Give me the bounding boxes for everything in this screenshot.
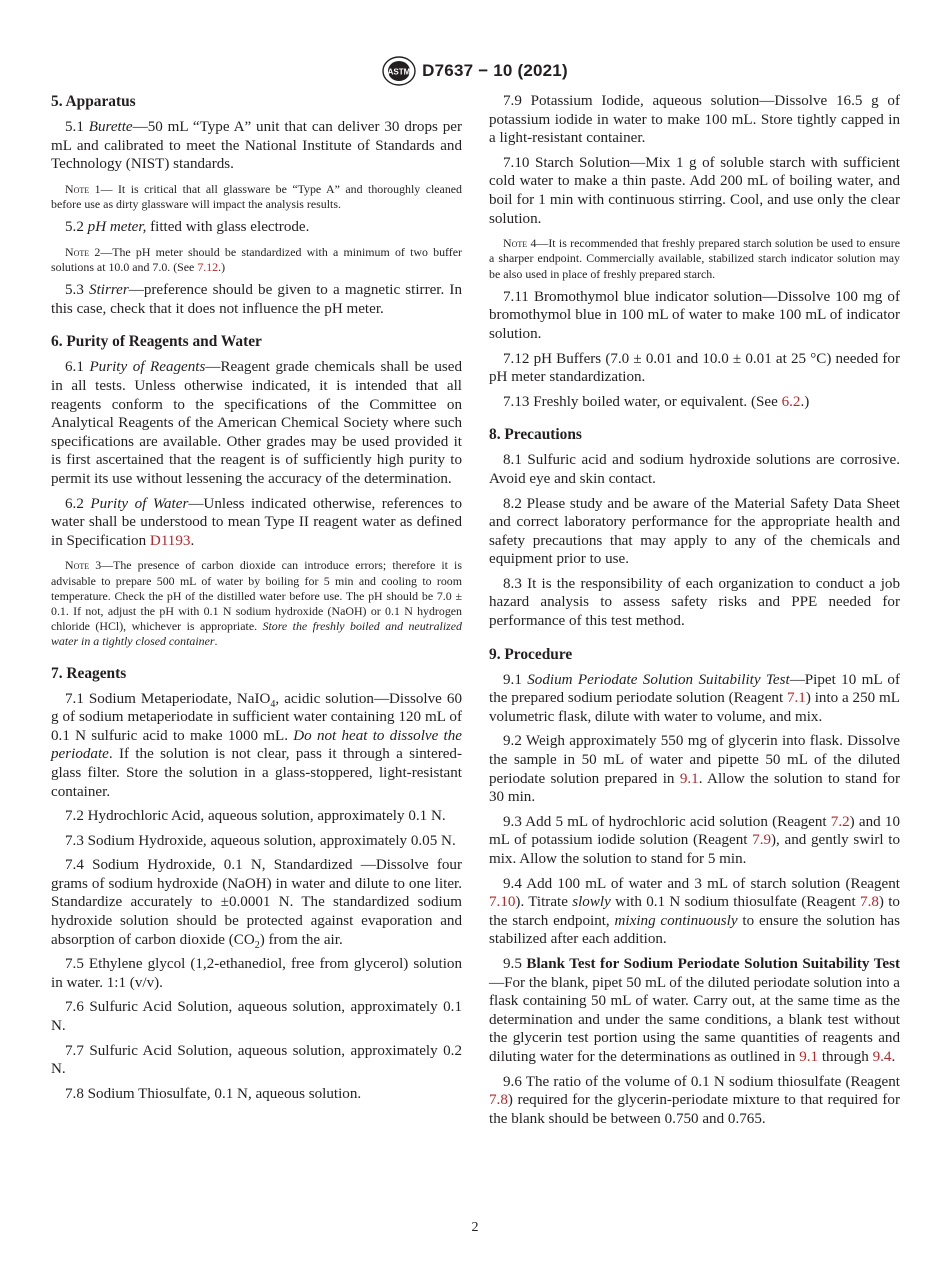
para-7-7: 7.7 Sulfuric Acid Solution, aqueous solution, approximately 0.2 N. — [51, 1042, 462, 1078]
para-7-10: 7.10 Starch Solution—Mix 1 g of soluble starch with sufficient cold water to make a thin paste. Add 200 mL of boiling water, and boil for 1 min with continuous stirring. Cool, and use only the clear solution. — [489, 154, 900, 227]
ref-link[interactable]: 9.1 — [799, 1048, 819, 1065]
note-3: Note 3—The presence of carbon dioxide can introduce errors; therefore it is advisable to prepare 500 mL of water by boiling for 5 min and cooling to room temperature. Check the pH of the distilled water before use. The pH should be 7.0 ± 0.1. If not, adjust the pH with 0.1 N sodium hydroxide (NaOH) or 0.1 N hydrogen chloride (HCl), whichever is appropriate. Store the freshly boiled and neutralized water in a tightly closed container. — [51, 558, 462, 649]
ref-link[interactable]: 9.1 — [679, 770, 699, 787]
page-header — [0, 55, 950, 87]
para-7-11: 7.11 Bromothymol blue indicator solution—Dissolve 100 mg of bromothymol blue in 100 mL of water to make 100 mL of indicator solution. — [489, 288, 900, 342]
para-7-1: 7.1 Sodium Metaperiodate, NaIO$_4$, acidic solution—Dissolve 60 g of sodium metaperiodate in sufficient water containing 120 mL of 0.1 N sulfuric acid to make 1000 mL. Do not heat to dissolve the periodate. If the solution is not clear, pass it through a sintered-glass filter. Store the solution in a glass-stoppered, light-resistant container. — [51, 690, 462, 800]
para-7-3: 7.3 Sodium Hydroxide, aqueous solution, approximately 0.05 N. — [65, 832, 456, 849]
document-id: D7637 − 10 (2021) — [422, 61, 568, 80]
para-7-8: 7.8 Sodium Thiosulfate, 0.1 N, aqueous solution. — [65, 1085, 362, 1102]
para-7-9: 7.9 Potassium Iodide, aqueous solution—Dissolve 16.5 g of potassium iodide in water to make 100 mL. Store tightly capped in a light-resistant container. — [489, 93, 900, 147]
note-4: Note 4—It is recommended that freshly prepared starch solution be used to ensure a sharper endpoint. Commercially available, stabilized starch indicator solution may be also used in place of freshly prepared starch. — [489, 236, 900, 281]
note-2: Note 2—The pH meter should be standardized with a minimum of two buffer solutions at 10.0 and 7.0. (See 7.12.) — [51, 244, 462, 274]
section-5-heading: 5. Apparatus — [51, 93, 136, 110]
para-8-3: 8.3 It is the responsibility of each organization to conduct a job hazard analysis to assess safety risks and PPE needed for performance of this test method. — [489, 575, 900, 630]
left-column — [51, 92, 462, 1103]
para-7-4: 7.4 Sodium Hydroxide, 0.1 N, Standardized —Dissolve four grams of sodium hydroxide (NaOH) in water and dilute to one liter. Standardize accurately to ±0.0001 N. The standardized sodium hydroxide solution should be protected against evaporation and absorption of carbon dioxide $(CO_2)$ from the air. — [51, 857, 462, 951]
section-9-heading: 9. Procedure — [489, 645, 573, 663]
para-8-2: 8.2 Please study and be aware of the Material Safety Data Sheet and correct laboratory performance for the appropriate health and safety precautions that may apply to any of the chemicals and equipment prior to use. — [489, 495, 900, 568]
para-9-5: 9.5 Blank Test for Sodium Periodate Solution Suitability Test—For the blank, pipet 50 mL of the diluted periodate solution into a flask containing 50 mL of water. Carry out, at the same time as the determination and under the same conditions, a blank test without the glycerin test portion using the same quantities of reagents and diluting water for the determinations as outlined in 9.1 through 9.4. — [489, 955, 900, 1065]
para-7-13: 7.13 Freshly boiled water, or equivalent. (See 6.2.) — [503, 393, 810, 410]
ref-link[interactable]: 7.10 — [489, 894, 516, 911]
section-8-heading: 8. Precautions — [489, 426, 582, 444]
ref-link[interactable]: 7.12 — [197, 259, 219, 274]
para-9-2: 9.2 Weigh approximately 550 mg of glycerin into flask. Dissolve the sample in 50 mL of water and pipette 50 mL of the diluted periodate solution prepared in 9.1. Allow the solution to stand for 30 min. — [489, 733, 900, 806]
astm-logo-icon — [382, 56, 416, 86]
para-7-12: 7.12 pH Buffers (7.0 ± 0.01 and 10.0 ± 0.01 at 25 °C) needed for pH meter standardization. — [489, 350, 900, 386]
page-number: 2 — [471, 1220, 479, 1235]
para-5-1: 5.1 Burette—50 mL “Type A” unit that can deliver 30 drops per mL and calibrated to meet the National Institute of Standards and Technology (NIST) standards. — [51, 119, 462, 173]
right-column — [489, 92, 900, 1128]
para-7-6: 7.6 Sulfuric Acid Solution, aqueous solution, approximately 0.1 N. — [51, 999, 462, 1035]
ref-link[interactable]: 9.4 — [872, 1048, 892, 1065]
ref-link[interactable]: 7.9 — [752, 832, 772, 849]
ref-link[interactable]: D1193 — [149, 532, 191, 549]
para-9-3: 9.3 Add 5 mL of hydrochloric acid solution (Reagent 7.2) and 10 mL of potassium iodide solution (Reagent 7.9), and gently swirl to mix. Allow the solution to stand for 5 min. — [489, 813, 900, 868]
para-5-3: 5.3 Stirrer—preference should be given to a magnetic stirrer. In this case, check that it does not influence the pH meter. — [51, 282, 462, 317]
para-6-2: 6.2 Purity of Water—Unless indicated otherwise, references to water shall be understood to mean Type II reagent water as defined in Specification D1193. — [51, 495, 462, 549]
para-9-4: 9.4 Add 100 mL of water and 3 mL of starch solution (Reagent 7.10). Titrate slowly with 0.1 N sodium thiosulfate (Reagent 7.8) to the starch endpoint, mixing continuously to ensure the solution has stabilized after each addition. — [489, 875, 900, 948]
para-6-1: 6.1 Purity of Reagents—Reagent grade chemicals shall be used in all tests. Unless otherwise indicated, it is intended that all reagents conform to the specifications of the Committee on Analytical Reagents of the American Chemical Society where such specifications are available. Other grades may be used provided it is first ascertained that the reagent is of sufficiently high purity to permit its use without lessening the accuracy of the determination. — [51, 359, 462, 487]
para-8-1: 8.1 Sulfuric acid and sodium hydroxide solutions are corrosive. Avoid eye and skin contact. — [489, 452, 900, 487]
ref-link[interactable]: 7.8 — [489, 1092, 508, 1109]
para-5-2: 5.2 pH meter, fitted with glass electrode. — [65, 219, 310, 236]
ref-link[interactable]: 7.8 — [860, 894, 879, 911]
ref-link[interactable]: 6.2 — [781, 393, 801, 410]
section-7-heading: 7. Reagents — [51, 664, 127, 682]
para-9-6: 9.6 The ratio of the volume of 0.1 N sodium thiosulfate (Reagent 7.8) required for the glycerin-periodate mixture to that required for the blank should be between 0.750 and 0.765. — [489, 1073, 900, 1127]
para-7-5: 7.5 Ethylene glycol (1,2-ethanediol, free from glycerol) solution in water. 1:1 (v/v). — [51, 956, 462, 991]
para-7-2: 7.2 Hydrochloric Acid, aqueous solution, approximately 0.1 N. — [65, 808, 446, 825]
ref-link[interactable]: 7.1 — [786, 690, 806, 707]
ref-link[interactable]: 7.2 — [830, 813, 850, 830]
section-6-heading: 6. Purity of Reagents and Water — [51, 333, 262, 351]
logo-text: ASTM — [387, 67, 411, 77]
note-1: Note 1— It is critical that all glassware be “Type A” and thoroughly cleaned before use as dirty glassware will impact the analysis results. — [51, 181, 462, 211]
para-9-1: 9.1 Sodium Periodate Solution Suitability Test—Pipet 10 mL of the prepared sodium periodate solution (Reagent 7.1) into a 250 mL volumetric flask, dilute with water to volume, and mix. — [489, 671, 900, 725]
